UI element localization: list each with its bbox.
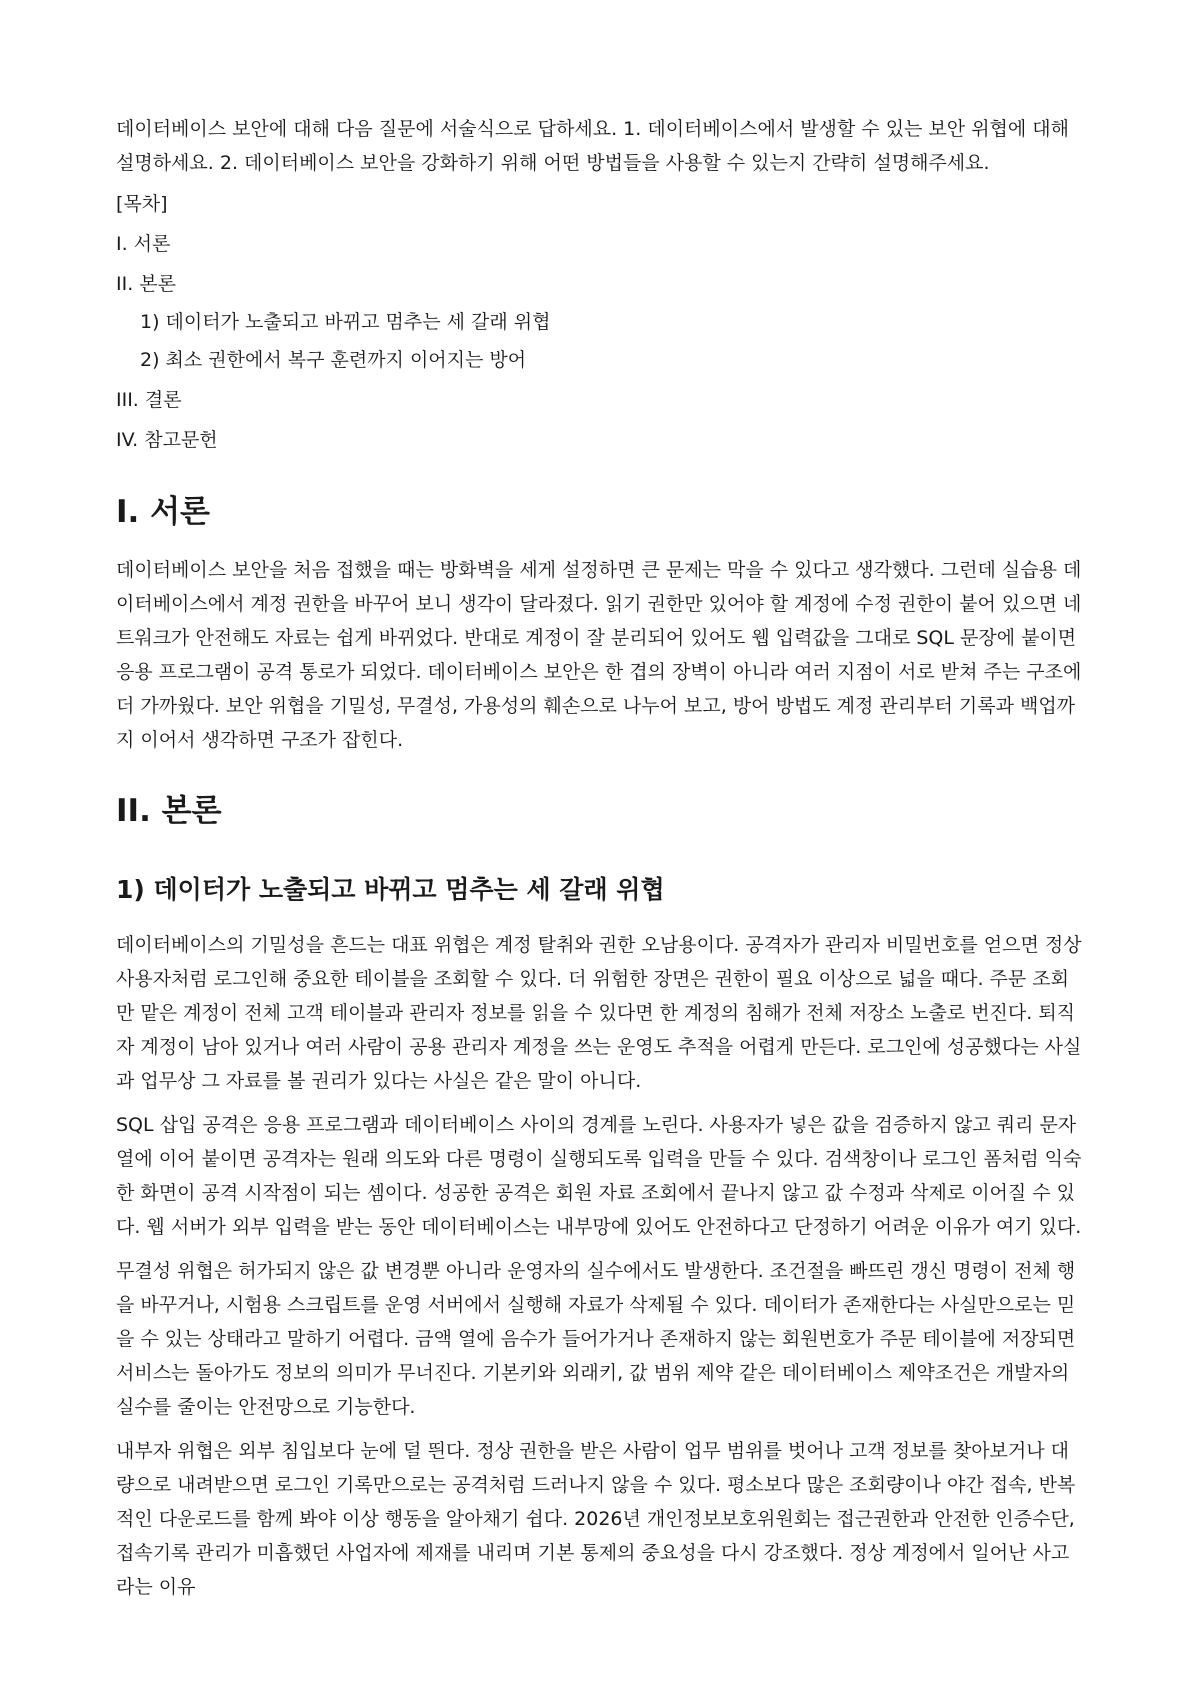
section1-paragraph-3: 무결성 위협은 허가되지 않은 값 변경뿐 아니라 운영자의 실수에서도 발생한다. 조건절을 빠뜨린 갱신 명령이 전체 행을 바꾸거나, 시험용 스크립트를 운영 서버에서 실행해 자료가 삭제될 수 있다. 데이터가 존재한다는 사실만으로는 믿을 수 있는 상태라고 말하기 어렵다. 금액 열에 음수가 들어가거나 존재하지 않는 회원번호가 주문 테이블에 저장되면 서비스는 돌아가도 정보의 의미가 무너진다. 기본키와 외래키, 값 범위 제약 같은 데이터베이스 제약조건은 개발자의 실수를 줄이는 안전망으로 기능한다. bbox=[116, 1259, 1076, 1418]
toc-item-intro: I. 서론 bbox=[116, 233, 171, 255]
toc-item-conclusion: III. 결론 bbox=[116, 389, 182, 411]
table-of-contents bbox=[116, 192, 1086, 452]
toc-item-body-sub1: 1) 데이터가 노출되고 바뀌고 멈추는 세 갈래 위협 bbox=[140, 311, 551, 333]
section1-paragraph-4: 내부자 위협은 외부 침입보다 눈에 덜 띈다. 정상 권한을 받은 사람이 업무 범위를 벗어나 고객 정보를 찾아보거나 대량으로 내려받으면 로그인 기록만으로는 공격처럼 드러나지 않을 수 있다. 평소보다 많은 조회량이나 야간 접속, 반복적인 다운로드를 함께 봐야 이상 행동을 알아채기 쉽다. 2026년 개인정보보호위원회는 접근권한과 안전한 인증수단, 접속기록 관리가 미흡했던 사업자에 제재를 내리며 기본 통제의 중요성을 다시 강조했다. 정상 계정에서 일어난 사고라는 이유 bbox=[116, 1439, 1076, 1598]
section1-paragraph-2: SQL 삽입 공격은 응용 프로그램과 데이터베이스 사이의 경계를 노린다. 사용자가 넣은 값을 검증하지 않고 쿼리 문자열에 이어 붙이면 공격자는 원래 의도와 다른 명령이 실행되도록 입력을 만들 수 있다. 검색창이나 로그인 폼처럼 익숙한 화면이 공격 시작점이 되는 셈이다. 성공한 공격은 회원 자료 조회에서 끝나지 않고 값 수정과 삭제로 이어질 수 있다. 웹 서버가 외부 입력을 받는 동안 데이터베이스는 내부망에 있어도 안전하다고 단정하기 어려운 이유가 여기 있다. bbox=[116, 1113, 1082, 1238]
section1-paragraph-1: 데이터베이스의 기밀성을 흔드는 대표 위협은 계정 탈취와 권한 오남용이다. 공격자가 관리자 비밀번호를 얻으면 정상 사용자처럼 로그인해 중요한 테이블을 조회할 수 있다. 더 위험한 장면은 권한이 필요 이상으로 넓을 때다. 주문 조회만 맡은 계정이 전체 고객 테이블과 관리자 정보를 읽을 수 있다면 한 계정의 침해가 전체 저장소 노출로 번진다. 퇴직자 계정이 남아 있거나 여러 사람이 공용 관리자 계정을 쓰는 운영도 추적을 어렵게 만든다. 로그인에 성공했다는 사실과 업무상 그 자료를 볼 권리가 있다는 사실은 같은 말이 아니다. bbox=[116, 933, 1082, 1092]
question-text: 데이터베이스 보안에 대해 다음 질문에 서술식으로 답하세요. 1. 데이터베이스에서 발생할 수 있는 보안 위협에 대해 설명하세요. 2. 데이터베이스 보안을 강화하기 위해 어떤 방법들을 사용할 수 있는지 간략히 설명해주세요. bbox=[116, 118, 1070, 174]
toc-item-body: II. 본론 bbox=[116, 273, 176, 295]
intro-heading: I. 서론 bbox=[116, 494, 210, 530]
toc-item-references: IV. 참고문헌 bbox=[116, 429, 218, 451]
body-heading: II. 본론 bbox=[116, 792, 222, 829]
toc-title: [목차] bbox=[116, 193, 168, 215]
toc-item-body-sub2: 2) 최소 권한에서 복구 훈련까지 이어지는 방어 bbox=[140, 349, 527, 371]
section1-heading: 1) 데이터가 노출되고 바뀌고 멈추는 세 갈래 위협 bbox=[116, 874, 665, 904]
intro-paragraph: 데이터베이스 보안을 처음 접했을 때는 방화벽을 세게 설정하면 큰 문제는 막을 수 있다고 생각했다. 그런데 실습용 데이터베이스에서 계정 권한을 바꾸어 보니 생각이 달라졌다. 읽기 권한만 있어야 할 계정에 수정 권한이 붙어 있으면 네트워크가 안전해도 자료는 쉽게 바뀌었다. 반대로 계정이 잘 분리되어 있어도 웹 입력값을 그대로 SQL 문장에 붙이면 응용 프로그램이 공격 통로가 되었다. 데이터베이스 보안은 한 겹의 장벽이 아니라 여러 지점이 서로 받쳐 주는 구조에 더 가까웠다. 보안 위협을 기밀성, 무결성, 가용성의 훼손으로 나누어 보고, 방어 방법도 계정 관리부터 기록과 백업까지 이어서 생각하면 구조가 잡힌다. bbox=[116, 558, 1082, 751]
